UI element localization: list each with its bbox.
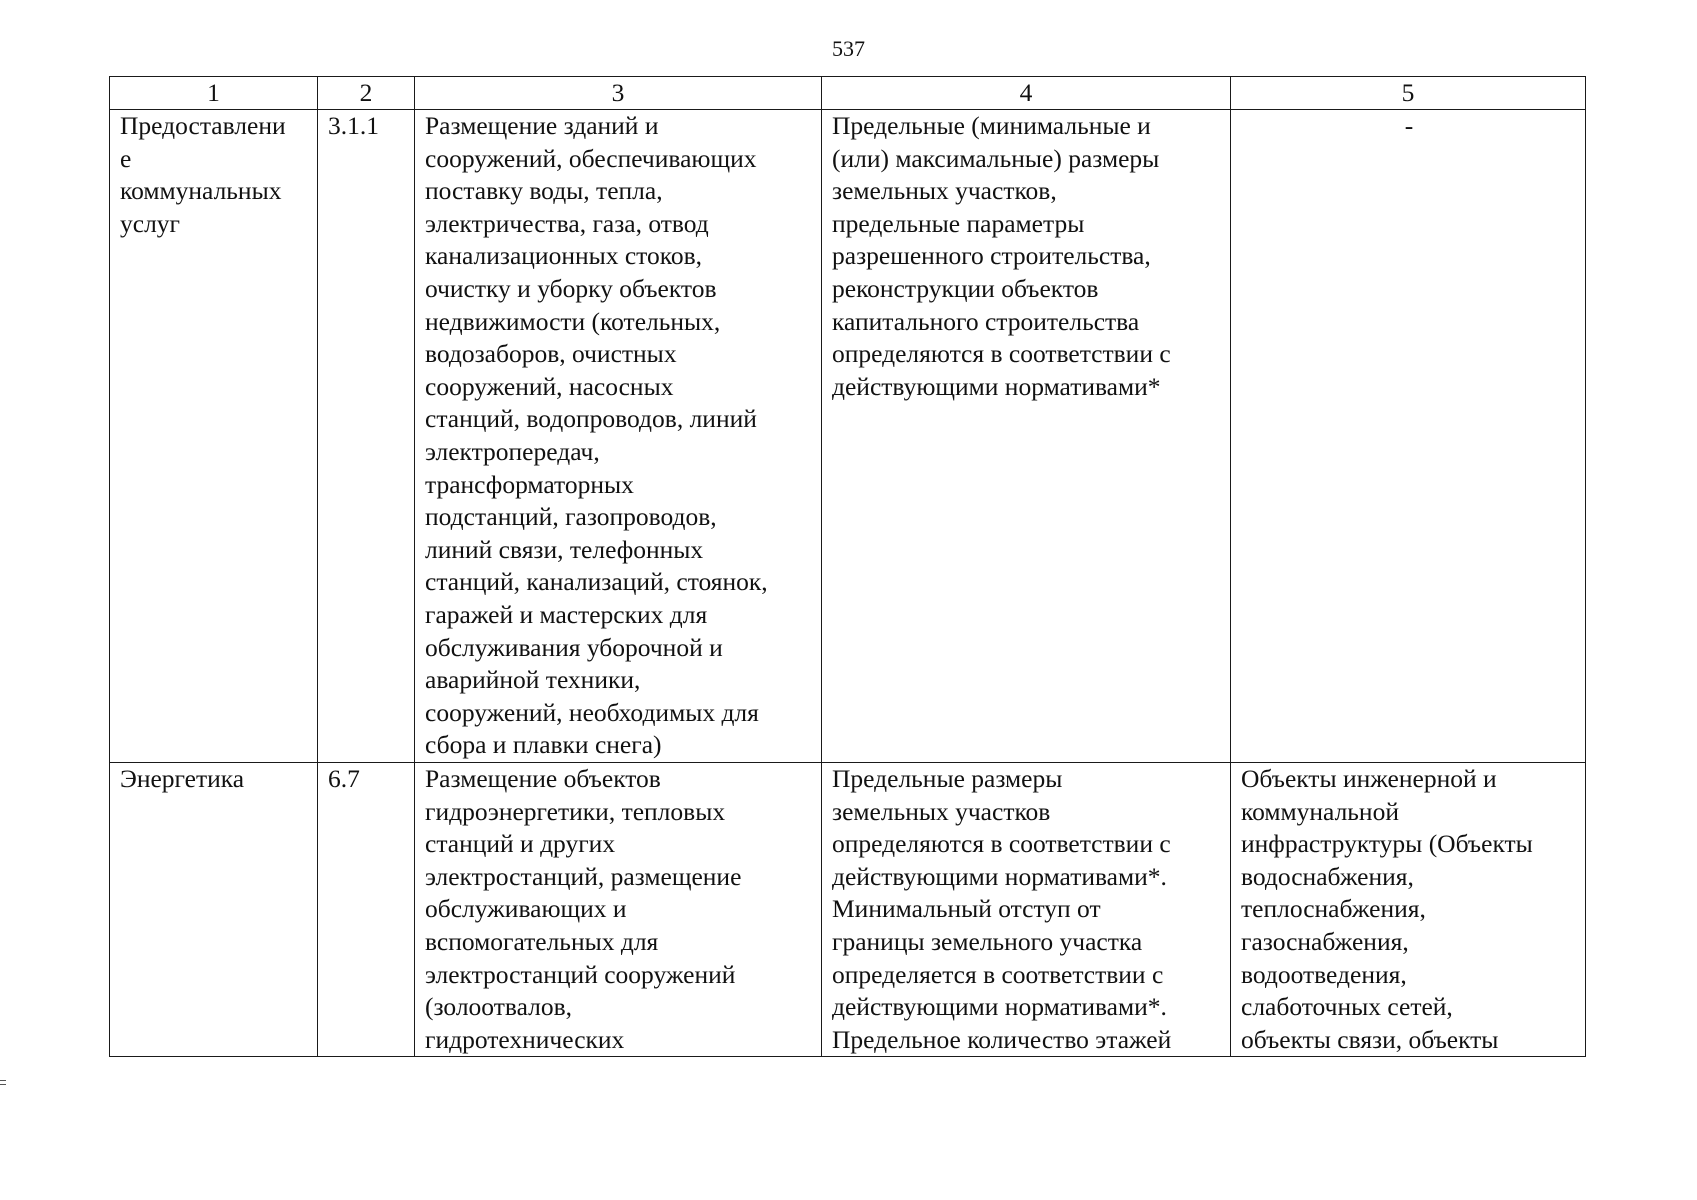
- column-header-5: 5: [1231, 77, 1586, 110]
- permitted-objects-text: -: [1404, 111, 1414, 140]
- column-header-2: 2: [318, 77, 415, 110]
- column-header-4: 4: [822, 77, 1231, 110]
- use-type-name-text: Энергетика: [120, 764, 245, 793]
- use-type-code-text: 6.7: [328, 764, 360, 793]
- use-type-code-text: 3.1.1: [328, 111, 379, 140]
- permitted-objects: [1231, 110, 1586, 763]
- use-type-description: [415, 110, 822, 763]
- column-header-1: 1: [110, 77, 318, 110]
- construction-parameters-text: Предельные размеры земельных участков определяются в соответствии с действующими нормативами*. Минимальный отступ от границы земельного участка определяется в соответствии с действующими нормативами*. Предельное количество этажей: [832, 764, 1172, 1054]
- regulations-table: [109, 76, 1586, 1057]
- construction-parameters-text: Предельные (минимальные и (или) максимальные) размеры земельных участков, предельные параметры разрешенного строительства, реконструкции объектов капитального строительства определяются в соответствии с действующими нормативами*: [832, 111, 1171, 401]
- use-type-description-text: Размещение объектов гидроэнергетики, тепловых станций и других электростанций, размещение обслуживающих и вспомогательных для электростанций сооружений (золоотвалов, гидротехнических: [425, 764, 742, 1054]
- table-row: [110, 763, 1586, 1057]
- permitted-objects-text: Объекты инженерной и коммунальной инфраструктуры (Объекты водоснабжения, теплоснабжения, газоснабжения, водоотведения, слаботочных сетей, объекты связи, объекты: [1241, 764, 1533, 1054]
- use-type-code: [318, 763, 415, 1057]
- scan-artifact: [0, 1080, 6, 1085]
- table-row: [110, 110, 1586, 763]
- construction-parameters: [822, 110, 1231, 763]
- table-header-row: [110, 77, 1586, 110]
- column-header-3: 3: [415, 77, 822, 110]
- use-type-name: [110, 110, 318, 763]
- use-type-name-text: Предоставлени е коммунальных услуг: [120, 111, 286, 238]
- use-type-description: [415, 763, 822, 1057]
- use-type-name: [110, 763, 318, 1057]
- use-type-code: [318, 110, 415, 763]
- construction-parameters: [822, 763, 1231, 1057]
- permitted-objects: [1231, 763, 1586, 1057]
- page-number: 537: [832, 36, 865, 61]
- use-type-description-text: Размещение зданий и сооружений, обеспечивающих поставку воды, тепла, электричества, газа, отвод канализационных стоков, очистку и уборку объектов недвижимости (котельных, водозаборов, очистных сооружений, насосных станций, водопроводов, линий электропередач, трансформаторных подстанций, газопроводов, линий связи, телефонных станций, канализаций, стоянок, гаражей и мастерских для обслуживания уборочной и аварийной техники, сооружений, необходимых для сбора и плавки снега): [425, 111, 768, 760]
